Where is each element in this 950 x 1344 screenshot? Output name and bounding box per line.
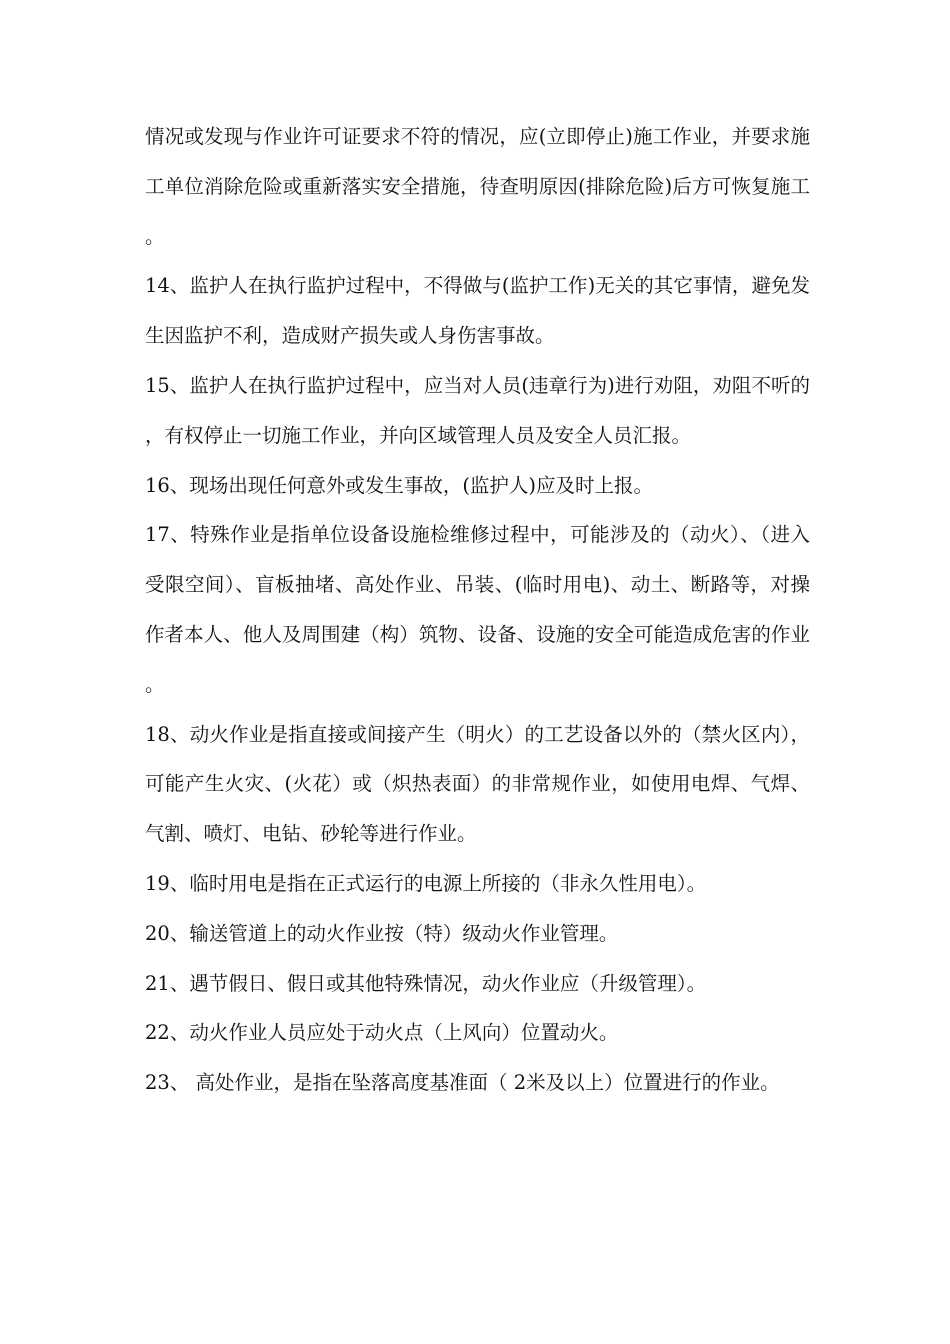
- paragraph-item-21: 21、遇节假日、假日或其他特殊情况，动火作业应（升级管理）。: [145, 971, 707, 995]
- paragraph-item-19: 19、临时用电是指在正式运行的电源上所接的（非永久性用电）。: [145, 871, 707, 895]
- paragraph-item-22: 22、动火作业人员应处于动火点（上风向）位置动火。: [145, 1021, 619, 1045]
- document-body: [145, 112, 810, 1108]
- paragraph-item-17: 17、特殊作业是指单位设备设施检维修过程中，可能涉及的（动火）、（进入受限空间）、盲板抽堵、高处作业、吊装、(临时用电)、动土、断路等，对操作者本人、他人及周围建（构）筑物、设备、设施的安全可能造成危害的作业。: [145, 523, 810, 696]
- paragraph-item-16: 16、现场出现任何意外或发生事故，(监护人)应及时上报。: [145, 473, 654, 497]
- paragraph-item-23: 23、 高处作业，是指在坠落高度基准面（ 2米及以上）位置进行的作业。: [145, 1071, 780, 1095]
- paragraph-item-15: 15、监护人在执行监护过程中，应当对人员(违章行为)进行劝阻，劝阻不听的，有权停止一切施工作业，并向区域管理人员及安全人员汇报。: [145, 373, 810, 447]
- paragraph-item-14: 14、监护人在执行监护过程中，不得做与(监护工作)无关的其它事情，避免发生因监护不利，造成财产损失或人身伤害事故。: [145, 274, 810, 348]
- paragraph-continuation: 情况或发现与作业许可证要求不符的情况，应(立即停止)施工作业，并要求施工单位消除危险或重新落实安全措施，待查明原因(排除危险)后方可恢复施工。: [145, 125, 810, 248]
- paragraph-item-20: 20、输送管道上的动火作业按（特）级动火作业管理。: [145, 921, 619, 945]
- paragraph-item-18: 18、动火作业是指直接或间接产生（明火）的工艺设备以外的（禁火区内），可能产生火灾、(火花）或（炽热表面）的非常规作业，如使用电焊、气焊、气割、喷灯、电钻、砂轮等进行作业。: [145, 722, 810, 846]
